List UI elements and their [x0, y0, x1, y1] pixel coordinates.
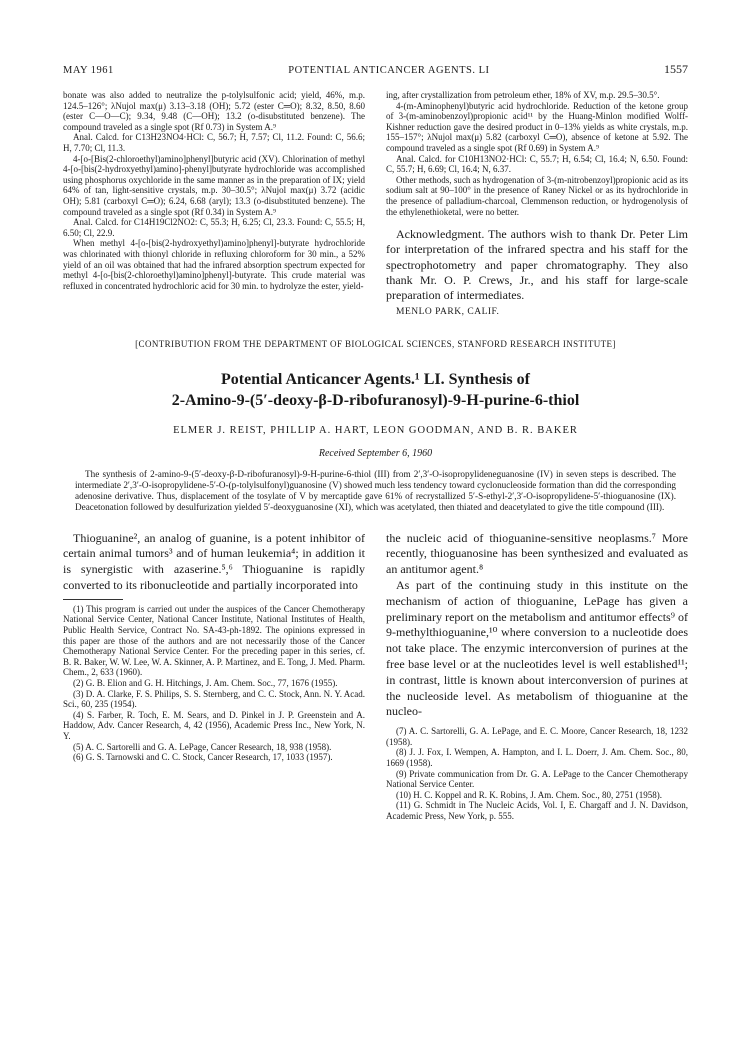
- running-header: [63, 62, 688, 82]
- footnote: (7) A. C. Sartorelli, G. A. LePage, and E. C. Moore, Cancer Research, 18, 1232 (1958).: [386, 726, 688, 747]
- prev-right-paragraph: 4-(m-Aminophenyl)butyric acid hydrochloride. Reduction of the ketone group of 3-(m-aminobenzoyl)propionic acid¹¹ by the Huang-Minlon modified Wolff-Kishner reduction gave the desired product in 0–13% yields as white crystals, m.p. 155–157°; λNujol max(μ) 5.82 (carboxyl C═O), absence of ketone at 5.92. The compound traveled as a single spot (Rf 0.69) in System A.⁹: [386, 100, 688, 153]
- article-title-line-2: 2-Amino-9-(5′-deoxy-β-D-ribofuranosyl)-9-H-purine-6-thiol: [171, 391, 580, 409]
- prev-left-paragraph: When methyl 4-[o-[bis(2-hydroxyethyl)amino]phenyl]-butyrate hydrochloride was chlorinated with thionyl chloride in refluxing chloroform for 30 min., a 52% yield of an oil was obtained that had the infrared absorption spectrum expected for methyl 4-[o-[bis(2-chloroethyl)amino]phenyl]-butyrate. This crude material was refluxed in concentrated hydrochloric acid for 30 min. to hydrolyze the ester, yield-: [63, 238, 365, 291]
- footnotes-right: [386, 726, 688, 821]
- article-title-line-1: Potential Anticancer Agents.¹ LI. Synthesis of: [221, 370, 530, 388]
- body-left-column: [63, 531, 365, 822]
- prev-left-paragraph: 4-[o-[Bis(2-chloroethyl)amino]phenyl]butyric acid (XV). Chlorination of methyl 4-[o-[bis(2-hydroxyethyl)amino]-phenyl]butyrate hydrochloride was accomplished using phosphorus oxychloride in the same manner as in the preparation of IX; yield 64% of tan, light-sensitive crystals, m.p. 30–30.5°; λNujol max(μ) 3.72 (acidic OH); 5.81 (carboxyl C═O); 6.24, 6.68 (aryl); 13.3 (o-disubstituted benzene). The compound traveled as a single spot (Rf 0.34) in System A.⁹: [63, 153, 365, 217]
- footnote: (3) D. A. Clarke, F. S. Philips, S. S. Sternberg, and C. C. Stock, Ann. N. Y. Acad. Sci., 60, 235 (1954).: [63, 688, 365, 710]
- contribution-line: [CONTRIBUTION FROM THE DEPARTMENT OF BIOLOGICAL SCIENCES, STANFORD RESEARCH INSTITUTE]: [135, 338, 616, 349]
- footnote: (10) H. C. Koppel and R. K. Robins, J. Am. Chem. Soc., 80, 2751 (1958).: [396, 789, 662, 800]
- footnote-divider: [63, 599, 123, 600]
- body-paragraph: the nucleic acid of thioguanine-sensitive neoplasms.⁷ More recently, thioguanosine has been synthesized and evaluated as an antitumor agent.⁸: [386, 530, 688, 577]
- footnote: (1) This program is carried out under the auspices of the Cancer Chemotherapy National Service Center, National Cancer Institute, National Institutes of Health, Public Health Service, Contract No. SA-43-ph-1892. The opinions expressed in this paper are those of the authors and are not necessarily those of the Cancer Chemotherapy National Service Center. For the preceding paper in this series, cf. B. R. Baker, W. W. Lee, W. A. Skinner, A. P. Martinez, and E. Tong, J. Med. Pharm. Chem., 2, 633 (1960).: [63, 603, 365, 678]
- prev-left-column: [63, 90, 365, 317]
- prev-right-paragraph: Anal. Calcd. for C10H13NO2·HCl: C, 55.7; H, 6.54; Cl, 16.4; N, 6.50. Found: C, 55.7; H, 6.69; Cl, 16.4; N, 6.37.: [386, 153, 688, 175]
- journal-page: [63, 62, 688, 822]
- prev-right-column: [386, 90, 688, 317]
- article-body-columns: [63, 531, 688, 822]
- prev-left-paragraph: Anal. Calcd. for C14H19Cl2NO2: C, 55.3; H, 6.25; Cl, 23.3. Found: C, 55.5; H, 6.50; Cl, 22.9.: [63, 217, 365, 238]
- footnote: (2) G. B. Elion and G. H. Hitchings, J. Am. Chem. Soc., 77, 1676 (1955).: [73, 677, 338, 688]
- prev-left-paragraph: Anal. Calcd. for C13H23NO4·HCl: C, 56.7; H, 7.57; Cl, 11.2. Found: C, 56.6; H, 7.70; Cl, 11.3.: [63, 132, 365, 153]
- prev-left-paragraph: bonate was also added to neutralize the p-tolylsulfonic acid; yield, 46%, m.p. 124.5–126°; λNujol max(μ) 3.13–3.18 (OH); 5.72 (ester C═O); 8.32, 8.50, 8.60 (ester C—O—C); 9.34, 9.48 (C—OH); 13.2 (o-disubstituted benzene). The compound traveled as a single spot (Rf 0.73) in System A.⁹: [63, 90, 365, 132]
- acknowledgment: Acknowledgment. The authors wish to thank Dr. Peter Lim for interpretation of the infrared spectra and his staff for the spectrophotometry and paper chromatography. They also thank Mr. O. P. Crews, Jr., and his staff for large-scale preparation of intermediates.: [386, 227, 688, 303]
- footnote: (5) A. C. Sartorelli and G. A. LePage, Cancer Research, 18, 938 (1958).: [73, 741, 332, 752]
- footnote: (8) J. J. Fox, I. Wempen, A. Hampton, and I. L. Doerr, J. Am. Chem. Soc., 80, 1669 (1958).: [386, 747, 688, 768]
- header-page-number: 1557: [664, 62, 688, 76]
- article-title: [63, 369, 688, 411]
- author-address: MENLO PARK, CALIF.: [396, 306, 500, 317]
- body-paragraph: As part of the continuing study in this institute on the mechanism of action of thioguanine, LePage has given a preliminary report on the metabolism and antitumor effects⁹ of 9-methylthioguanine,¹⁰ where conversion to a nucleotide does not take place. The enzymic interconversion of purines at the free base level or at the nucleotides level is well established¹¹; in contrast, little is known about interconversion of purines at the nucleoside level. As metabolism of thioguanine at the nucleo-: [386, 578, 688, 719]
- body-paragraph: Thioguanine², an analog of guanine, is a potent inhibitor of certain animal tumors³ and of human leukemia⁴; in addition it is synergistic with azaserine.⁵,⁶ Thioguanine is rapidly converted to its ribonucleotide and partially incorporated into: [63, 530, 365, 592]
- body-right-column: [386, 531, 688, 822]
- header-date: MAY 1961: [63, 65, 114, 76]
- prev-right-paragraph: Other methods, such as hydrogenation of 3-(m-nitrobenzoyl)propionic acid as its sodium salt at 90–100° in the presence of Raney Nickel or as its hydrochloride in the presence of palladium-charcoal, Clemmenson reduction, or hydrogenolysis of the ethylenethioketal, were no better.: [386, 174, 688, 217]
- footnotes-left: [63, 604, 365, 763]
- footnote: (4) S. Farber, R. Toch, E. M. Sears, and D. Pinkel in J. P. Greenstein and A. Haddow, Adv. Cancer Research, 4, 42 (1956), Academic Press Inc., New York, N. Y.: [63, 709, 365, 741]
- abstract: [75, 469, 676, 513]
- abstract-text: The synthesis of 2-amino-9-(5′-deoxy-β-D-ribofuranosyl)-9-H-purine-6-thiol (III) from 2′,3′-O-isopropylideneguanosine (IV) in seven steps is described. The intermediate 2′,3′-O-isopropylidene-5′-O-(p-tolylsulfonyl)guanosine (V) showed much less tendency toward cyclonucleoside formation than did the corresponding adenosine derivative. Thus, displacement of the tosylate of V by mercaptide gave 61% of recrystallized 5′-S-ethyl-2′,3′-O-isopropylidene-5′-thioguanosine (IX). Deacetonation followed by desulfurization yielded 5′-deoxyguanosine (XI), which was acetylated, then thiated and deacetylated to give the title compound (III).: [75, 468, 676, 512]
- prev-right-paragraph: ing, after crystallization from petroleum ether, 18% of XV, m.p. 29.5–30.5°.: [386, 90, 660, 100]
- header-running-title: POTENTIAL ANTICANCER AGENTS. LI: [288, 65, 490, 76]
- article-authors: ELMER J. REIST, PHILLIP A. HART, LEON GOODMAN, AND B. R. BAKER: [173, 424, 578, 436]
- previous-article-columns: [63, 90, 688, 317]
- footnote: (11) G. Schmidt in The Nucleic Acids, Vol. I, E. Chargaff and J. N. Davidson, Academic Press, New York, p. 555.: [386, 800, 688, 821]
- footnote: (6) G. S. Tarnowski and C. C. Stock, Cancer Research, 17, 1033 (1957).: [73, 752, 333, 763]
- footnote: (9) Private communication from Dr. G. A. LePage to the Cancer Chemotherapy National Service Center.: [386, 768, 688, 790]
- received-date: Received September 6, 1960: [318, 447, 433, 459]
